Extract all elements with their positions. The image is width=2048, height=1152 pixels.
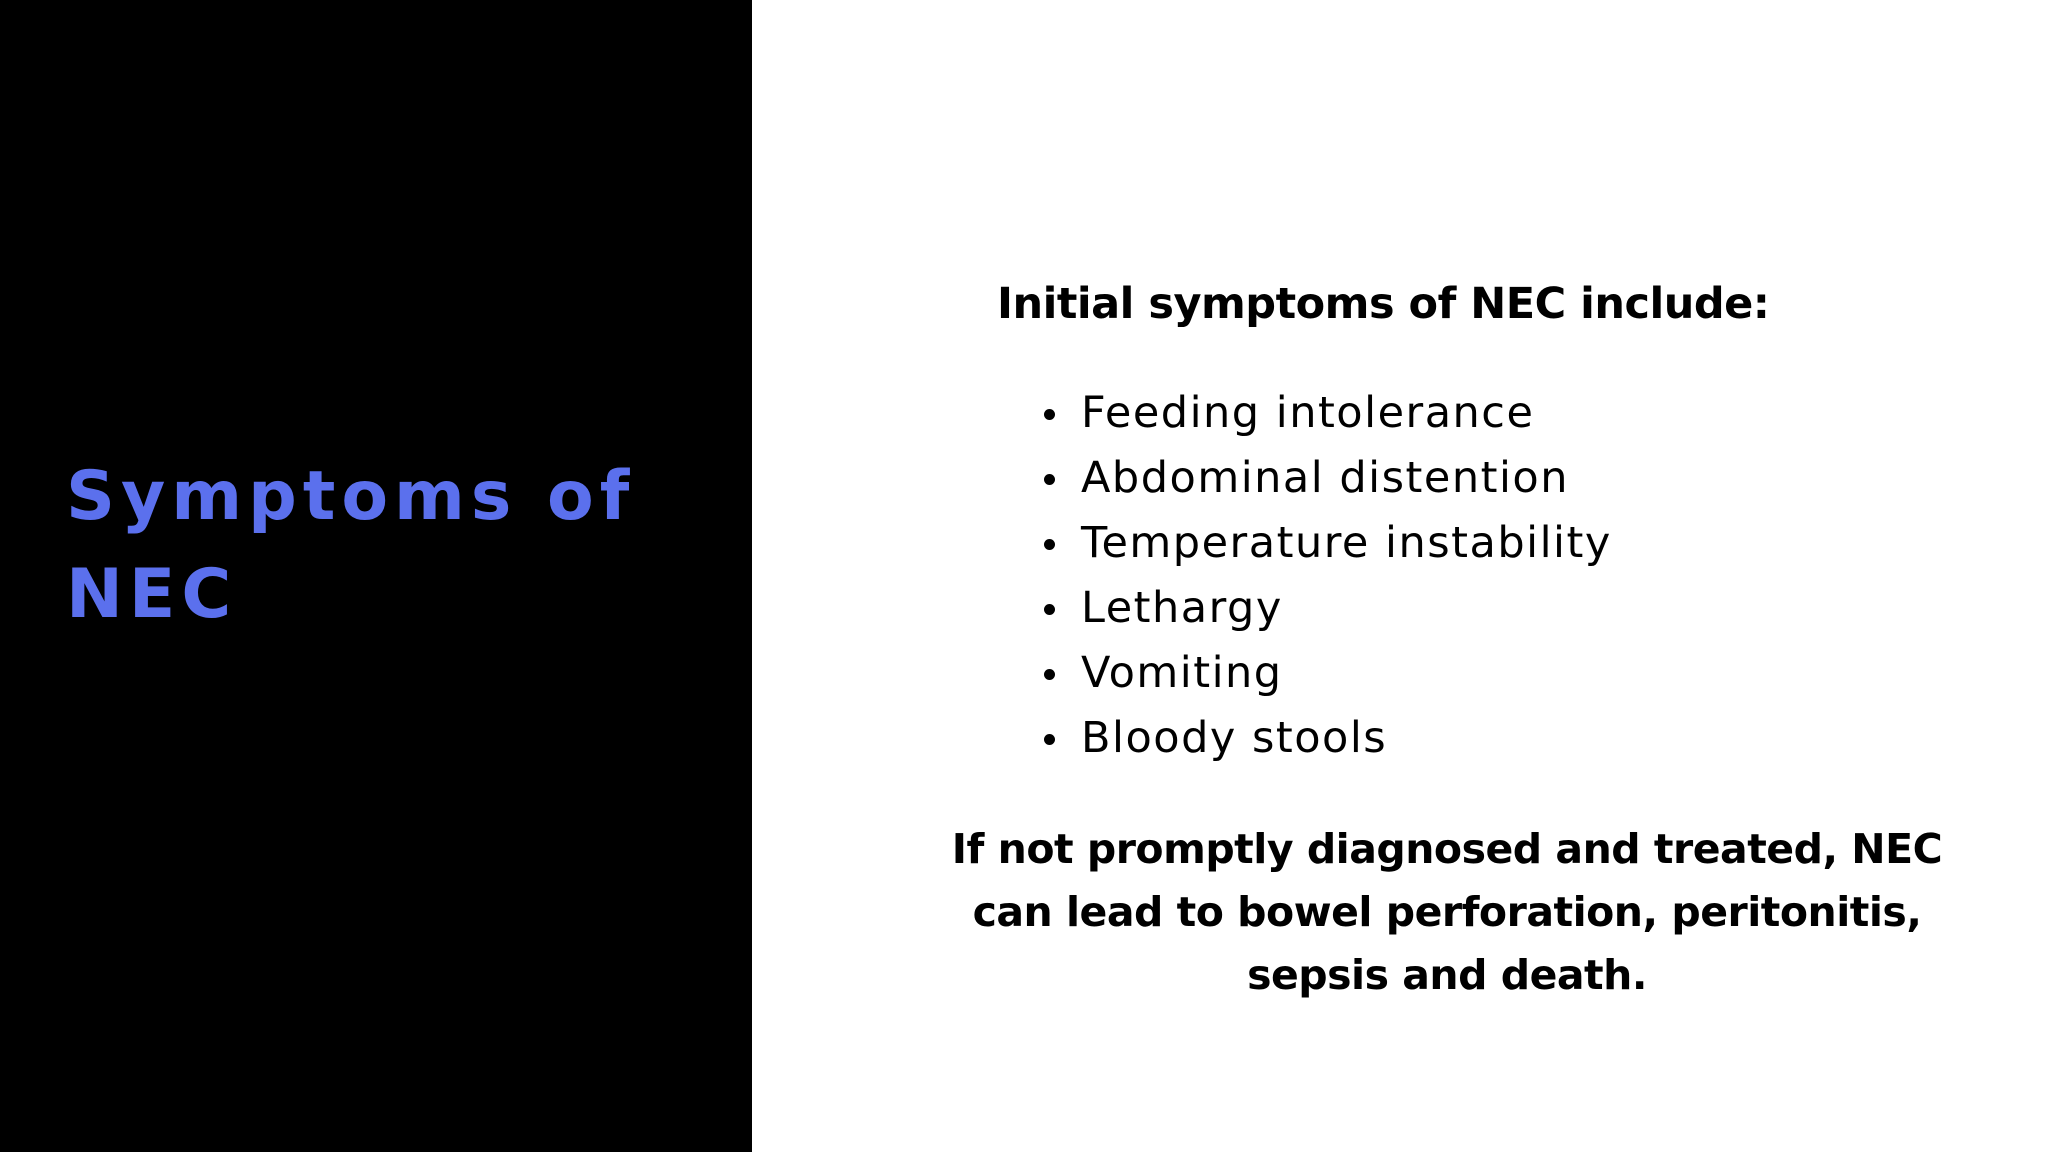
- symptom-label: Temperature instability: [1081, 518, 1612, 568]
- symptom-label: Feeding intolerance: [1081, 388, 1535, 438]
- symptom-label: Lethargy: [1081, 583, 1283, 633]
- bullet-icon: [1044, 604, 1055, 615]
- symptom-list: [1044, 381, 1612, 771]
- bullet-icon: [1044, 474, 1055, 485]
- symptom-item: [1044, 381, 1612, 446]
- symptom-label: Abdominal distention: [1081, 453, 1569, 503]
- complication-warning: If not promptly diagnosed and treated, NEC can lead to bowel perforation, peritonitis, sepsis and death.: [951, 825, 1943, 999]
- symptom-item: [1044, 641, 1612, 706]
- bullet-icon: [1044, 734, 1055, 745]
- left-panel: [0, 0, 752, 1152]
- slide-title: Symptoms of NEC: [66, 457, 636, 634]
- symptom-item: [1044, 576, 1612, 641]
- symptom-label: Bloody stools: [1081, 713, 1388, 763]
- symptom-label: Vomiting: [1081, 648, 1283, 698]
- symptom-item: [1044, 706, 1612, 771]
- symptom-item: [1044, 446, 1612, 511]
- symptom-item: [1044, 511, 1612, 576]
- bullet-icon: [1044, 669, 1055, 680]
- bullet-icon: [1044, 409, 1055, 420]
- bullet-icon: [1044, 539, 1055, 550]
- symptoms-intro: Initial symptoms of NEC include:: [997, 279, 1770, 329]
- right-panel: [752, 0, 2048, 1152]
